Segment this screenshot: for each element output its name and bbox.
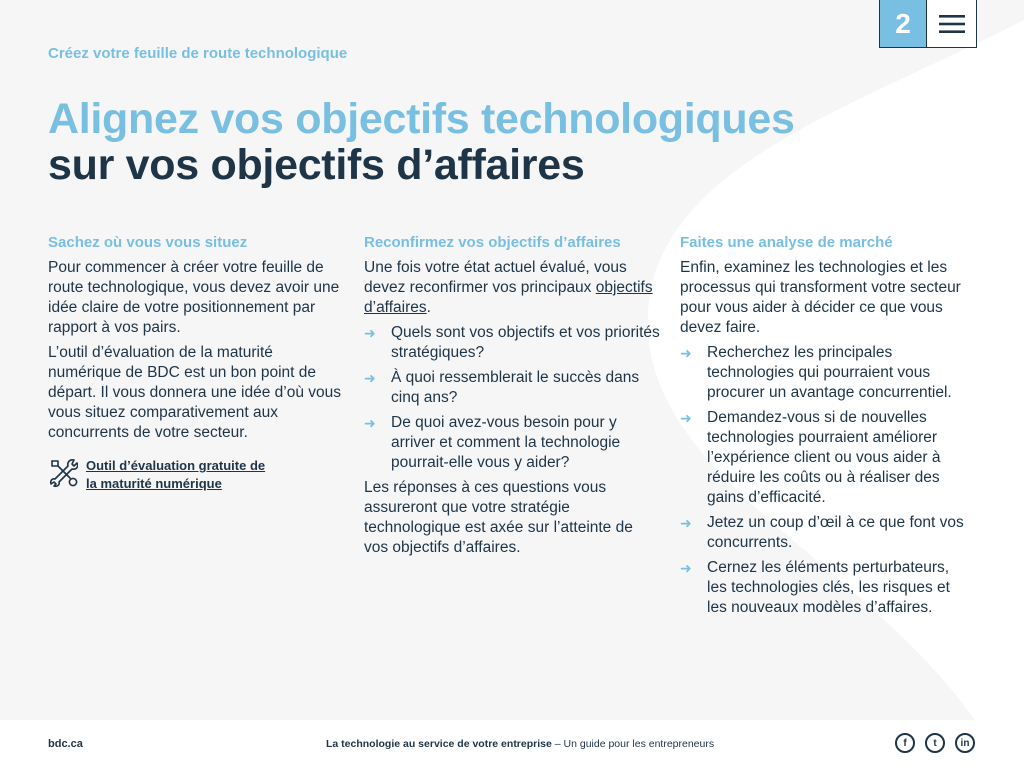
column-heading: Sachez où vous vous situez [48,234,248,251]
paragraph-text-end: . [426,299,431,316]
list-item-text: De quoi avez-vous besoin pour y arriver et comment la technologie pourrait-elle vous y aider? [391,414,621,471]
list-item [680,343,972,403]
column-heading: Reconfirmez vos objectifs d’affaires [364,234,621,251]
list-item-text: Quels sont vos objectifs et vos priorités stratégiques? [391,324,660,361]
paragraph [364,258,660,318]
paragraph: Pour commencer à créer votre feuille de route technologique, vous devez avoir une idée claire de votre positionnement par rapport à vos pairs. [48,259,340,336]
paragraph: L’outil d’évaluation de la maturité numérique de BDC est un bon point de départ. Il vous donnera une idée d’où vous vous situez comparativement aux concurrents de votre secteur. [48,344,341,441]
column-heading: Faites une analyse de marché [680,234,893,251]
list-item [680,558,972,618]
tools-wrench-screwdriver-icon [48,457,78,489]
page-title-line-1: Alignez vos objectifs technologiques [48,95,795,143]
action-list [680,343,972,618]
list-item-text: À quoi ressemblerait le succès dans cinq ans? [391,369,640,406]
page-title [48,96,795,188]
footer [0,720,1024,768]
link-line[interactable]: Outil d’évaluation gratuite de [86,458,266,473]
arrow-right-icon: ➜ [364,370,376,386]
section-eyebrow: Créez votre feuille de route technologique [48,45,348,62]
list-item [364,323,660,363]
list-item [364,413,660,473]
paragraph-text: Une fois votre état actuel évalué, vous devez reconfirmer vos principaux [364,259,627,296]
arrow-right-icon: ➜ [680,410,692,426]
page-title-line-2: sur vos objectifs d’affaires [48,141,585,189]
arrow-right-icon: ➜ [364,325,376,341]
maturity-tool-link-text[interactable] [86,457,265,493]
link-line[interactable]: la maturité numérique [86,476,222,491]
maturity-tool-link[interactable] [48,457,344,493]
linkedin-icon[interactable]: in [955,733,975,753]
paragraph: Enfin, examinez les technologies et les processus qui transforment votre secteur pour vous aider à décider ce que vous devez faire. [680,259,961,336]
column-business-objectives [364,234,660,563]
list-item [680,408,972,508]
hamburger-menu-icon [939,14,965,34]
business-objectives-link[interactable]: objectifs d’affaires [364,279,653,316]
list-item [364,368,660,408]
paragraph: Les réponses à ces questions vous assureront que votre stratégie technologique est axée sur l’atteinte de vos objectifs d’affaires. [364,479,633,556]
arrow-right-icon: ➜ [680,560,692,576]
list-item-text: Demandez-vous si de nouvelles technologies pourraient améliorer l’expérience client ou vous aider à réduire les coûts ou à réaliser des gains d’efficacité. [707,409,941,506]
twitter-icon[interactable]: t [925,733,945,753]
list-item-text: Cernez les éléments perturbateurs, les technologies clés, les risques et les nouveaux modèles d’affaires. [707,559,950,616]
list-item [680,513,972,553]
footer-tagline-bold: La technologie au service de votre entreprise [326,738,552,750]
page-number-badge: 2 [879,0,927,48]
facebook-icon[interactable]: f [895,733,915,753]
column-market-analysis [680,234,972,623]
list-item-text: Recherchez les principales technologies qui pourraient vous procurer un avantage concurrentiel. [707,344,952,401]
question-list [364,323,660,473]
menu-button[interactable] [927,0,977,48]
list-item-text: Jetez un coup d’œil à ce que font vos concurrents. [707,514,964,551]
arrow-right-icon: ➜ [680,515,692,531]
footer-tagline-rest: – Un guide pour les entrepreneurs [551,738,715,750]
column-situate [48,234,344,493]
arrow-right-icon: ➜ [680,345,692,361]
footer-site-link[interactable]: bdc.ca [48,738,83,750]
arrow-right-icon: ➜ [364,415,376,431]
footer-tagline [326,738,714,750]
